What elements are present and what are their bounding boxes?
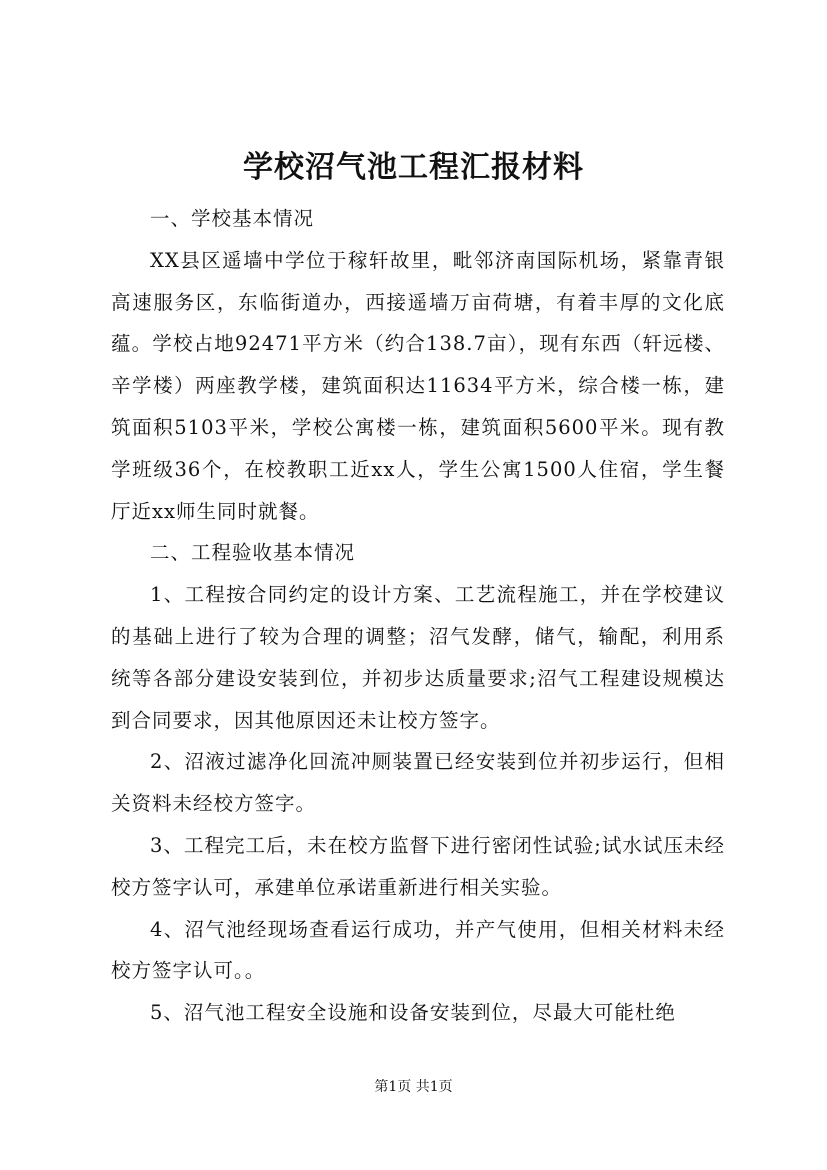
paragraph-item-4: 4、沼气池经现场查看运行成功，并产气使用，但相关材料未经校方签字认可。。 — [111, 917, 725, 983]
section-heading-basic-info: 一、学校基本情况 — [150, 207, 315, 230]
paragraph-school-overview: XX县区遥墙中学位于稼轩故里，毗邻济南国际机场，紧靠青银高速服务区，东临街道办，西接遥墙万亩荷塘，有着丰厚的文化底蕴。学校占地92471平方米（约合138.7亩），现有东西（轩远楼、辛学楼）两座教学楼，建筑面积达11634平方米，综合楼一栋，建筑面积5103平米，学校公寓楼一栋，建筑面积5600平米。现有教学班级36个，在校教职工近xx人，学生公寓1500人住宿，学生餐厅近xx师生同时就餐。 — [111, 248, 725, 523]
section-heading-acceptance: 二、工程验收基本情况 — [150, 541, 356, 565]
document-title: 学校沼气池工程汇报材料 — [243, 150, 584, 185]
paragraph-item-2: 2、沼液过滤净化回流冲厕装置已经安装到位并初步运行，但相关资料未经校方签字。 — [111, 750, 725, 816]
paragraph-item-5: 5、沼气池工程安全设施和设备安装到位，尽最大可能杜绝 — [150, 1001, 676, 1025]
paragraph-item-1: 1、工程按合同约定的设计方案、工艺流程施工，并在学校建议的基础上进行了较为合理的调整；沼气发酵，储气，输配，利用系统等各部分建设安装到位，并初步达质量要求;沼气工程建设规模达到合同要求，因其他原因还未让校方签字。 — [111, 583, 725, 732]
page-footer: 第1页 共1页 — [374, 1079, 453, 1095]
paragraph-item-3: 3、工程完工后，未在校方监督下进行密闭性试验;试水试压未经校方签字认可，承建单位承诺重新进行相关实验。 — [111, 833, 725, 899]
document-body — [111, 198, 725, 1034]
